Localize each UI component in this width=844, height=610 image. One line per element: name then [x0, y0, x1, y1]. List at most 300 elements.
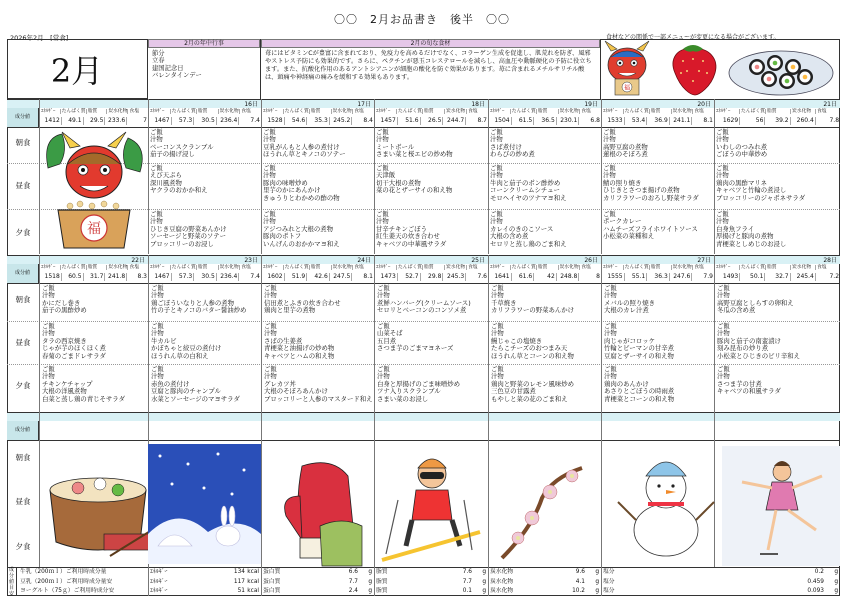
- menu-item: ツナ入りスクランブル: [377, 387, 441, 396]
- menu-item: 豆乳がんもと人参の煮付け: [263, 142, 340, 151]
- nutrient-header: 食塩: [466, 109, 488, 114]
- nutrient-unit: g: [482, 569, 486, 575]
- menu-item: ご飯: [490, 164, 503, 172]
- nutrition-label: 成分値: [7, 264, 39, 283]
- milk-label: 牛乳（200ｍｌ）ご利用時成分量: [20, 569, 107, 575]
- nutrient-header: 食塩: [127, 109, 148, 114]
- nutrient-header: 食塩: [127, 265, 148, 270]
- nutrient-value: 42: [533, 273, 556, 281]
- menu-item: ほうれん草とキノコのソテー: [263, 150, 346, 159]
- menu-item: ご飯: [491, 365, 504, 373]
- nutrient-value: 53.4: [624, 117, 647, 125]
- menu-item: さつま芋のごまマヨネーズ: [377, 344, 454, 353]
- nutrient-header: 食塩: [579, 265, 601, 270]
- nutrient-headers: [148, 109, 261, 114]
- nutrient-header: たんぱく質: [741, 265, 765, 270]
- menu-item: 汁物: [491, 372, 504, 381]
- nutrient-headers: [488, 109, 601, 114]
- menu-item: ご飯: [377, 365, 390, 373]
- menu-item: ミートボール: [376, 142, 415, 151]
- menu-item: ご飯: [603, 164, 616, 172]
- dinner-cell: [602, 365, 714, 411]
- menu-item: ソーセージと野菜のソテー: [150, 232, 227, 241]
- nutrient-value: 7.6: [462, 569, 472, 575]
- nutrient-headers: [261, 265, 374, 270]
- menu-item: ご飯: [263, 210, 276, 218]
- lunch-cell: [148, 164, 261, 209]
- nutrient-name: ｴﾈﾙｷﾞｰ: [150, 578, 168, 585]
- nutrient-value: 57.3: [171, 273, 194, 281]
- nutrient-value: 61.6: [511, 273, 534, 281]
- nutrient-header: たんぱく質: [171, 109, 196, 114]
- menu-item: 茄子の揚げ浸し: [150, 150, 195, 159]
- nutrient-unit: g: [834, 569, 838, 575]
- menu-item: 豚肉の味噌炒め: [263, 178, 308, 187]
- nutrient-header: たんぱく質: [284, 265, 309, 270]
- menu-item: 汁物: [717, 329, 730, 338]
- menu-item: ご飯: [263, 128, 276, 136]
- event-item: バレンタインデー: [152, 72, 202, 80]
- nutrient-value: 244.7: [442, 117, 465, 125]
- menu-item: 汁物: [716, 135, 729, 144]
- breakfast-cell: [261, 128, 374, 163]
- breakfast-cell: [602, 284, 714, 321]
- nutrient-header: 炭水化物: [672, 265, 692, 270]
- nutrient-unit: g: [595, 588, 599, 595]
- nutrient-value: 1528: [261, 117, 284, 125]
- nutrient-header: 脂質: [422, 265, 444, 270]
- nutrient-name: 炭水化物: [490, 569, 514, 575]
- nutrient-unit: g: [834, 588, 838, 595]
- menu-item: 大根のそぼろあんかけ: [264, 387, 328, 396]
- menu-item: ご飯: [150, 128, 163, 136]
- nutrient-header: 脂質: [536, 109, 558, 114]
- bottom-side-label: 成分値目安: [7, 567, 17, 596]
- nutrient-header: たんぱく質: [624, 265, 649, 270]
- milk-label: ヨーグルト（75ｇ）ご利用時成分安: [20, 588, 115, 595]
- menu-item: ご飯: [42, 322, 55, 330]
- nutrient-value: 8: [578, 273, 601, 281]
- nutrient-value: 29.8: [420, 273, 443, 281]
- menu-item: 豆腐とザーサイの和え物: [604, 351, 674, 360]
- nutrient-header: たんぱく質: [624, 109, 649, 114]
- nutrient-header: 炭水化物: [108, 265, 128, 270]
- month-label: 2月: [7, 39, 148, 99]
- nutrient-header: ｴﾈﾙｷﾞｰ: [148, 109, 170, 114]
- day-number: 19日: [584, 101, 598, 108]
- nutrient-values: [374, 117, 488, 125]
- day-number: 28日: [823, 257, 837, 264]
- nutrient-headers: [374, 109, 488, 114]
- menu-item: 汁物: [377, 291, 390, 300]
- nutrient-value: 6.6: [348, 569, 358, 575]
- menu-item: 汁物: [491, 329, 504, 338]
- menu-item: キャベツの和風サラダ: [717, 387, 781, 396]
- nutrient-value: 55.1: [624, 273, 647, 281]
- menu-item: 汁物: [150, 135, 163, 144]
- nutrient-header: 脂質: [422, 109, 444, 114]
- menu-item: 大根の洋風煮物: [42, 387, 87, 396]
- menu-item: ご飯: [376, 210, 389, 218]
- menu-item: 深川風煮物: [150, 178, 182, 187]
- lunch-cell: [149, 322, 261, 364]
- year-label: 2026年2月 [常食]: [10, 34, 69, 42]
- nutrient-values: [488, 117, 601, 125]
- menu-item: 白身と厚揚げのごま味噌炒め: [377, 379, 461, 388]
- nutrient-value: 236.4: [216, 117, 239, 125]
- nutrient-value: 30.5: [193, 117, 216, 125]
- nutrient-value: 236.4: [216, 273, 239, 281]
- menu-item: ほうれん草とコーンの和え物: [491, 351, 574, 360]
- menu-item: さまい菜のお浸し: [377, 394, 429, 403]
- lunch-cell: [714, 164, 840, 209]
- nutrient-name: 脂質: [376, 569, 388, 575]
- menu-item: 汁物: [603, 135, 616, 144]
- nutrient-unit: g: [595, 569, 599, 575]
- lunch-cell: [488, 164, 601, 209]
- menu-item: キャベツの中華風サラダ: [376, 239, 447, 248]
- nutrient-value: 8.7: [465, 117, 488, 125]
- nutrient-header: 脂質: [196, 265, 218, 270]
- nutrient-headers: [374, 265, 488, 270]
- menu-item: 汁物: [151, 291, 164, 300]
- day-number: 17日: [357, 101, 371, 108]
- nutrient-header: 脂質: [86, 109, 107, 114]
- lunch-cell: [374, 164, 488, 209]
- nutrient-value: 1629: [714, 117, 739, 125]
- menu-item: ご飯: [603, 128, 616, 136]
- menu-item: カリフラワーのおろし野菜サラダ: [603, 193, 699, 202]
- menu-item: ご飯: [151, 322, 164, 330]
- nutrient-name: 蛋白質: [263, 578, 281, 585]
- nutrient-value: 0.1: [462, 588, 472, 595]
- lunch-cell: [602, 322, 714, 364]
- menu-item: 三色豆の甘露煮: [491, 387, 536, 396]
- lunch-label: 昼食: [15, 497, 31, 506]
- nutrient-header: 脂質: [86, 265, 107, 270]
- nutrient-header: 食塩: [352, 265, 374, 270]
- breakfast-cell: [148, 128, 261, 163]
- nutrient-value: 10.2: [572, 588, 585, 595]
- lunch-cell: [375, 322, 488, 364]
- column-divider: [488, 567, 489, 596]
- nutrient-header: 食塩: [815, 109, 840, 114]
- menu-item: わらびの炒め煮: [490, 150, 535, 159]
- menu-item: 五目煮: [377, 336, 397, 345]
- menu-item: コーンクリームシチュー: [490, 186, 560, 195]
- day-number: 21日: [823, 101, 837, 108]
- lunch-cell: [261, 164, 374, 209]
- menu-item: ご飯: [491, 284, 504, 292]
- menu-item: 鶏肉のあんかけ: [604, 379, 649, 388]
- menu-item: あさりとごぼうの時雨煮: [604, 387, 675, 396]
- menu-item: いわしのつみれ煮: [716, 142, 768, 151]
- nutrient-unit: g: [482, 578, 486, 585]
- day-number: 27日: [697, 257, 711, 264]
- menu-item: 汁物: [717, 372, 730, 381]
- nutrient-values: [714, 117, 840, 125]
- nutrient-header: 食塩: [692, 109, 714, 114]
- nutrient-value: 1473: [374, 273, 397, 281]
- menu-item: ご飯: [376, 128, 389, 136]
- nutrient-header: 脂質: [196, 109, 218, 114]
- menu-item: ブロッコリーのジャポネサラダ: [716, 193, 806, 202]
- dinner-cell: [714, 210, 840, 254]
- nutrient-value: 1467: [148, 273, 171, 281]
- nutrient-headers: [39, 265, 148, 270]
- nutrient-value: 1518: [39, 273, 61, 281]
- nutrient-value: 117: [233, 578, 245, 585]
- nutrient-unit: kcal: [247, 578, 259, 585]
- nutrient-name: 蛋白質: [263, 569, 281, 575]
- menu-item: ベーコンスクランブル: [150, 142, 214, 151]
- menu-item: 汁物: [264, 291, 277, 300]
- nutrient-value: 9.6: [575, 569, 585, 575]
- nutrient-headers: [714, 265, 840, 270]
- nutrient-value: 7.9: [691, 273, 714, 281]
- menu-item: 蓮根のそぼろ煮: [603, 150, 648, 159]
- nutrient-name: 塩分: [603, 569, 615, 575]
- nutrient-value: 233.6: [104, 117, 126, 125]
- menu-item: ご飯: [263, 164, 276, 172]
- nutrient-value: 32.7: [764, 273, 789, 281]
- nutrient-header: 炭水化物: [332, 109, 352, 114]
- nutrient-header: 食塩: [239, 265, 261, 270]
- nutrient-header: 食塩: [239, 109, 261, 114]
- menu-item: いんげんのおかかマヨ和え: [263, 239, 340, 248]
- menu-item: キャベツとハムの和え物: [264, 351, 335, 360]
- menu-item: ひじき豆腐の野菜あんかけ: [150, 224, 227, 233]
- nutrition-label: 成分値: [7, 421, 39, 440]
- menu-item: ご飯: [490, 210, 503, 218]
- nutrient-value: 248.8: [556, 273, 579, 281]
- event-item: 立春: [152, 57, 165, 65]
- nutrient-unit: g: [368, 569, 372, 575]
- nutrient-header: ｴﾈﾙｷﾞｰ: [601, 265, 623, 270]
- menu-item: 水菜とソーセージのマヨサラダ: [151, 394, 240, 403]
- menu-item: 汁物: [263, 217, 276, 226]
- nutrient-name: 塩分: [603, 588, 615, 595]
- breakfast-cell: [262, 284, 374, 321]
- nutrient-header: ｴﾈﾙｷﾞｰ: [714, 109, 739, 114]
- dinner-cell: [489, 365, 601, 411]
- menu-item: メバルの照り焼き: [604, 298, 656, 307]
- menu-item: 小松菜とひじきのピリ辛和え: [717, 351, 801, 360]
- nutrient-header: 炭水化物: [672, 109, 692, 114]
- menu-item: 鶏ごぼういなりと人参の煮物: [151, 298, 235, 307]
- menu-item: 白菜と蒸し鶏の青じそサラダ: [42, 394, 126, 403]
- nutrient-header: 炭水化物: [219, 265, 239, 270]
- dinner-cell: [262, 365, 374, 411]
- nutrient-name: ｴﾈﾙｷﾞｰ: [150, 569, 168, 575]
- column-divider: [261, 567, 262, 596]
- nutrient-header: 食塩: [579, 109, 601, 114]
- menu-item: 鶏肉と野菜のレモン風味炒め: [491, 379, 575, 388]
- nutrient-value: 61.5: [511, 117, 534, 125]
- nutrient-value: 54.6: [284, 117, 307, 125]
- menu-item: 冬瓜の含め煮: [717, 306, 756, 315]
- nutrient-headers: [601, 109, 714, 114]
- nutrient-headers: [39, 109, 148, 114]
- nutrient-header: たんぱく質: [398, 109, 422, 114]
- menu-item: 青梗菜としめじのお浸し: [716, 239, 787, 248]
- menu-item: ご飯: [490, 128, 503, 136]
- menu-item: 春菊のごまドレサラダ: [42, 351, 106, 360]
- menu-item: たらこチーズのおつまみ天: [491, 344, 568, 353]
- nutrient-values: [601, 273, 714, 281]
- nutrition-label: 成分値: [7, 108, 39, 127]
- nutrient-header: たんぱく質: [511, 109, 536, 114]
- nutrient-value: 4.1: [575, 578, 585, 585]
- menu-item: ご飯: [491, 322, 504, 330]
- menu-item: 豚肉のポトフ: [263, 232, 302, 241]
- nutrient-name: 蛋白質: [263, 588, 281, 595]
- nutrient-value: 1457: [374, 117, 397, 125]
- foods-header: 2月の旬な食材: [261, 39, 600, 48]
- svg-text:福: 福: [623, 84, 631, 92]
- lunch-cell: [715, 322, 840, 364]
- menu-item: ご飯: [150, 210, 163, 218]
- day-number: 24日: [357, 257, 371, 264]
- nutrient-value: 0.2: [814, 569, 824, 575]
- nutrient-value: 6.8: [578, 117, 601, 125]
- menu-item: 汁物: [263, 171, 276, 180]
- events-panel: [148, 39, 261, 99]
- menu-item: 煮鮮ハンバーグ(クリームソース): [377, 298, 471, 307]
- nutrient-value: 8.1: [351, 273, 374, 281]
- menu-item: 汁物: [150, 217, 163, 226]
- menu-item: キャベツと竹輪の煮浸し: [716, 186, 787, 195]
- menu-item: 汁物: [377, 372, 390, 381]
- nutrient-value: 31.7: [83, 273, 105, 281]
- menu-item: 汁物: [490, 171, 503, 180]
- menu-item: 汁物: [603, 171, 616, 180]
- menu-item: 汁物: [264, 329, 277, 338]
- menu-item: カレイのきのこソース: [490, 224, 554, 233]
- nutrient-value: 50.1: [739, 273, 764, 281]
- menu-item: タラの西京焼き: [42, 336, 87, 345]
- nutrient-value: 7.7: [348, 578, 358, 585]
- menu-item: ご飯: [377, 284, 390, 292]
- menu-item: 汁物: [263, 135, 276, 144]
- breakfast-label: 朝食: [15, 295, 31, 304]
- menu-item: 汁物: [376, 217, 389, 226]
- nutrient-name: 炭水化物: [490, 588, 514, 595]
- menu-item: 汁物: [264, 372, 277, 381]
- nutrient-header: 脂質: [649, 265, 671, 270]
- nutrient-unit: g: [368, 588, 372, 595]
- menu-item: 牛カルビ: [151, 336, 177, 345]
- oni-mask-strawberry-sushi-illustration: [601, 39, 840, 99]
- menu-item: 小松菜の菜種和え: [603, 232, 655, 241]
- nutrient-value: 247.5: [329, 273, 352, 281]
- nutrient-value: 245.2: [329, 117, 352, 125]
- menu-item: ご飯: [377, 322, 390, 330]
- nutrient-value: 51.9: [284, 273, 307, 281]
- menu-item: 大根の含め煮: [490, 232, 529, 241]
- nutrient-header: たんぱく質: [171, 265, 196, 270]
- menu-item: かぼちゃと絞豆の煮付け: [151, 344, 222, 353]
- nutrient-header: 炭水化物: [790, 265, 815, 270]
- menu-item: セロリとベーコンのコンソメ煮: [377, 306, 467, 315]
- nutrient-header: ｴﾈﾙｷﾞｰ: [601, 109, 623, 114]
- menu-item: ご飯: [604, 322, 617, 330]
- nutrient-values: [148, 117, 261, 125]
- nutrient-value: 52.7: [397, 273, 420, 281]
- menu-item: ご飯: [264, 365, 277, 373]
- menu-item: ご飯: [151, 284, 164, 292]
- day-number: 16日: [244, 101, 258, 108]
- nutrient-value: 36.3: [646, 273, 669, 281]
- menu-item: きゅうりとわかめの酢の物: [263, 193, 340, 202]
- menu-item: 汁物: [151, 372, 164, 381]
- nutrient-headers: [148, 265, 261, 270]
- menu-item: 鰻じゃこの塩焼き: [491, 336, 543, 345]
- nutrient-name: 炭水化物: [490, 578, 514, 585]
- nutrient-value: 241.1: [669, 117, 692, 125]
- dinner-cell: [261, 210, 374, 254]
- foods-text: 苺にはビタミンCが豊富に含まれており、免疫力を高めるだけでなく、コラーゲン生成を促進し、肌荒れを防ぎ、風邪やストレス予防にも効果的です。さらに、ペクチンが悪玉コレステロールを減らし、高血圧や動脈硬化の予防に役立ちます。また、抗酸化作用のあるアントシアニンが細胞の酸化を防ぐ効果があります。苺に含まれるメチルサリチル酸は、頭痛や神経痛の痛みを緩和する効果もあります。: [265, 50, 592, 81]
- nutrient-value: 1504: [488, 117, 511, 125]
- menu-item: もやしと菜の花のごま和え: [491, 394, 568, 403]
- nutrient-header: 脂質: [765, 109, 790, 114]
- menu-item: 茄子の黒酢炒め: [42, 306, 87, 315]
- menu-item: 豆腐と豚肉のチャンプル: [151, 387, 221, 396]
- menu-item: 汁物: [604, 329, 617, 338]
- nutrient-value: 8.1: [691, 117, 714, 125]
- nutrient-unit: kcal: [247, 569, 259, 575]
- dinner-cell: [375, 365, 488, 411]
- nutrient-value: 1412: [39, 117, 61, 125]
- nutrient-value: 57.3: [171, 117, 194, 125]
- menu-item: 汁物: [42, 372, 55, 381]
- breakfast-cell: [149, 284, 261, 321]
- menu-item: ご飯: [376, 164, 389, 172]
- menu-item: 高野豆腐としらすの卵和え: [717, 298, 794, 307]
- menu-item: ブロッコリーと人参のマスタード和え: [264, 394, 373, 403]
- day-number: 26日: [584, 257, 598, 264]
- menu-item: 信田煮とふきの炊き合わせ: [264, 298, 341, 307]
- menu-item: ごぼうの中華炒め: [716, 150, 768, 159]
- menu-item: 甘辛チキンごぼう: [376, 224, 428, 233]
- column-divider: [601, 567, 602, 596]
- day-number: 22日: [131, 257, 145, 264]
- nutrient-value: 29.5: [83, 117, 105, 125]
- breakfast-cell: [488, 128, 601, 163]
- menu-item: 高野豆腐の煮物: [603, 142, 648, 151]
- nutrient-values: [148, 273, 261, 281]
- menu-item: かにだし巻き: [42, 298, 81, 307]
- breakfast-label: 朝食: [15, 453, 31, 462]
- menu-item: チキンケチャップ: [42, 379, 93, 388]
- breakfast-label: 朝食: [15, 138, 31, 147]
- nutrient-value: 230.1: [556, 117, 579, 125]
- menu-item: 汁物: [151, 329, 164, 338]
- nutrient-value: 0.459: [807, 578, 824, 585]
- oni-fukumame-illustration: [40, 128, 148, 252]
- nutrient-unit: kcal: [247, 588, 259, 595]
- nutrient-value: 8.3: [126, 273, 148, 281]
- menu-item: ご飯: [716, 164, 729, 172]
- nutrient-header: 炭水化物: [559, 265, 579, 270]
- menu-item: アジつみれと大根の煮物: [263, 224, 334, 233]
- menu-item: グレカツ丼: [264, 379, 296, 388]
- menu-item: ほうれん草の白和え: [151, 351, 209, 360]
- menu-item: ご飯: [151, 365, 164, 373]
- menu-item: ご飯: [604, 284, 617, 292]
- menu-item: 青梗菜と油揚げの炒め物: [264, 344, 335, 353]
- menu-item: 汁物: [42, 291, 55, 300]
